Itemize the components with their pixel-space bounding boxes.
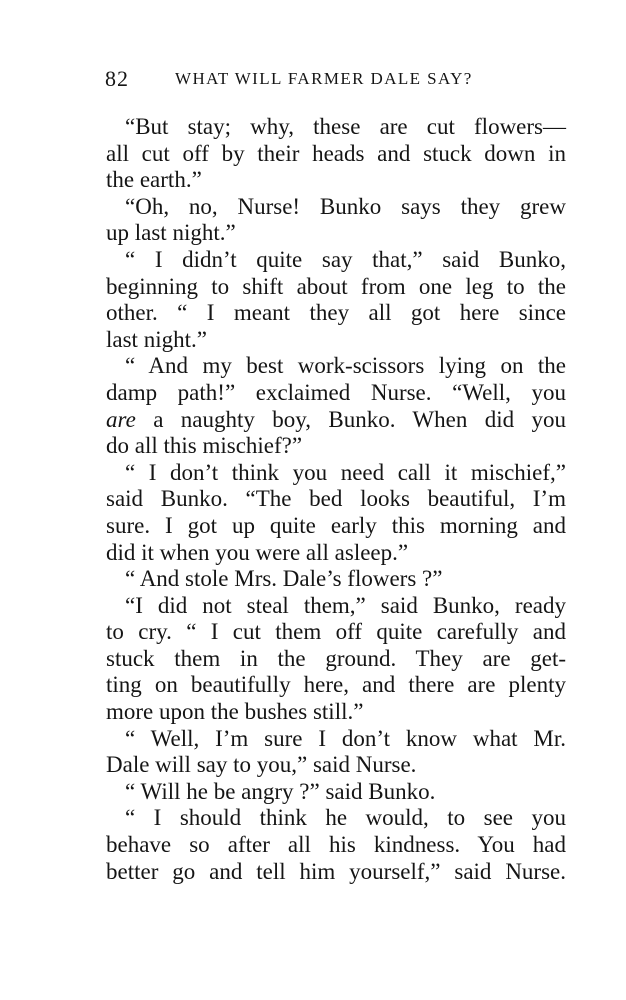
text-line: all cut off by their heads and stuck down in: [106, 140, 566, 166]
text-line: behave so after all his kindness. You had: [106, 832, 566, 858]
text-line: are a naughty boy, Bunko. When did you: [106, 406, 566, 432]
italic-word: are: [106, 406, 136, 432]
page-number: 82: [105, 66, 129, 91]
running-head-title: WHAT WILL FARMER DALE SAY?: [175, 69, 473, 88]
text-line: Dale will say to you,” said Nurse.: [106, 752, 417, 778]
text-line: beginning to shift about from one leg to the: [106, 273, 566, 299]
text-line: “ Will he be angry ?” said Bunko.: [125, 778, 436, 804]
text-line: “ Well, I’m sure I don’t know what Mr.: [125, 725, 566, 751]
text-line: stuck them in the ground. They are get-: [106, 645, 566, 671]
text-line: do all this mischief?”: [106, 433, 303, 459]
text-line: “But stay; why, these are cut flowers—: [125, 114, 566, 139]
text-line: other. “ I meant they all got here since: [106, 300, 566, 326]
text-line: “ I should think he would, to see you: [125, 805, 566, 831]
text-line: ting on beautifully here, and there are plenty: [106, 672, 566, 698]
body-text: [106, 114, 566, 885]
text-line: “ I didn’t quite say that,” said Bunko,: [125, 246, 566, 272]
text-line: better go and tell him yourself,” said Nurse.: [106, 858, 566, 884]
text-line: “ I don’t think you need call it mischief,”: [125, 459, 566, 485]
text-line: more upon the bushes still.”: [106, 699, 364, 725]
text-line: did it when you were all asleep.”: [106, 539, 409, 565]
text-line: said Bunko. “The bed looks beautiful, I’m: [106, 486, 566, 512]
text-line: “I did not steal them,” said Bunko, ready: [125, 592, 566, 618]
text-line: sure. I got up quite early this morning and: [106, 512, 566, 538]
text-line: to cry. “ I cut them off quite carefully and: [106, 619, 566, 645]
text-line: damp path!” exclaimed Nurse. “Well, you: [106, 379, 566, 405]
text-line: “ And stole Mrs. Dale’s flowers ?”: [125, 566, 443, 592]
text-line: the earth.”: [106, 167, 202, 193]
text-line: last night.”: [106, 326, 207, 352]
running-head: [105, 66, 565, 96]
text-line: up last night.”: [106, 220, 236, 246]
text-line: “Oh, no, Nurse! Bunko says they grew: [125, 193, 566, 219]
text-line: “ And my best work-scissors lying on the: [125, 353, 566, 379]
